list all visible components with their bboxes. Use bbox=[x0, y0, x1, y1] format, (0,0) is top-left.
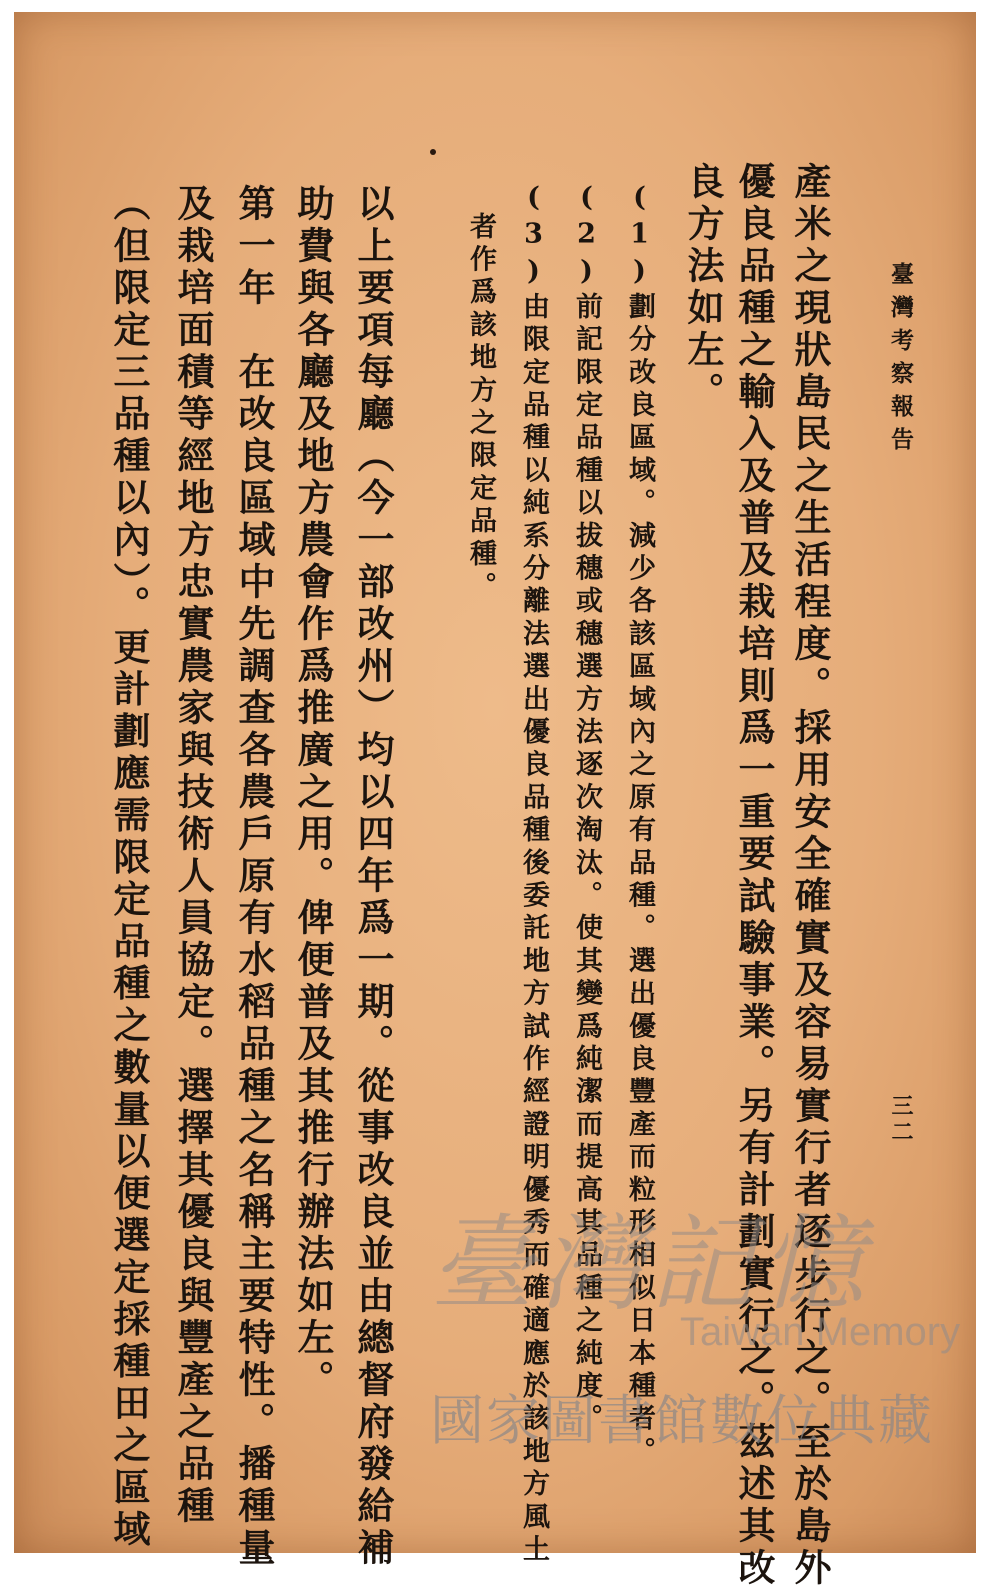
body-column-9: 助費與各廳及地方農會作爲推廣之用。俾便普及其推行辦法如左。 bbox=[291, 184, 335, 1402]
watermark-brand-en: Taiwan Memory bbox=[680, 1310, 961, 1354]
body-column-3: 良方法如左。 bbox=[681, 162, 725, 414]
body-column-8: 以上要項每廳（今一部改州）均以四年爲一期。從事改良並由總督府發給補 bbox=[351, 184, 395, 1570]
body-column-10: 第一年 在改良區域中先調查各農戶原有水稻品種之名稱主要特性。播種量 bbox=[232, 184, 276, 1570]
body-column-1: 產米之現狀島民之生活程度。採用安全確實及容易實行者逐步行之。至於島外 bbox=[788, 162, 832, 1590]
watermark-brand: 臺灣記憶 bbox=[430, 1203, 871, 1325]
document-page bbox=[14, 12, 976, 1590]
list-item-1: (1)劃分改良區域。減少各該區域內之原有品種。選出優良豐產而粒形相似日本種者。 bbox=[624, 182, 655, 1470]
list-item-2: (2)前記限定品種以拔穗或穗選方法逐次淘汰。使其變爲純潔而提高其品種之純度。 bbox=[571, 182, 602, 1437]
watermark-library: 國家圖書館數位典藏 bbox=[430, 1389, 934, 1452]
body-column-2: 優良品種之輸入及普及栽培則爲一重要試驗事業。另有計劃實行之。茲述其改 bbox=[732, 162, 776, 1590]
body-column-12: （但限定三品種以內）。更計劃應需限定品種之數量以便選定採種田之區域 bbox=[107, 184, 151, 1552]
list-item-3-continuation: 者作爲該地方之限定品種。 bbox=[465, 212, 496, 605]
body-column-11: 及栽培面積等經地方忠實農家與技術人員協定。選擇其優良與豐產之品種 bbox=[171, 184, 215, 1528]
list-item-3: (3)由限定品種以純系分離法選出優良品種後委託地方試作經證明優秀而確適應於該地方風土 bbox=[518, 182, 549, 1568]
running-header-title: 臺灣考察報告 bbox=[887, 262, 914, 460]
ink-speck bbox=[430, 149, 436, 155]
page-number: 三二 bbox=[888, 1094, 914, 1146]
